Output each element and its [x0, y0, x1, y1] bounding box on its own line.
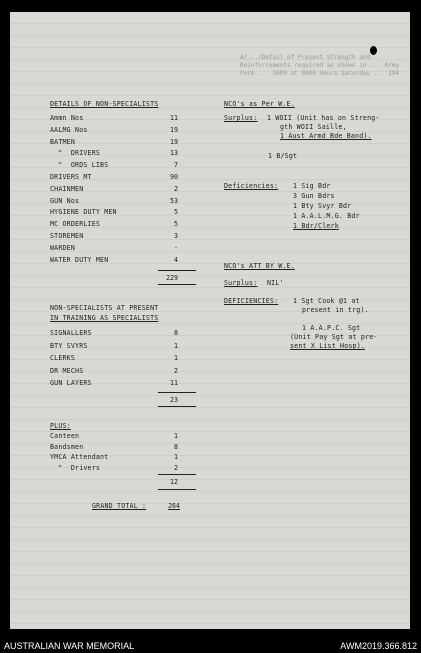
surplus-line-1: 1 WOII (Unit has on Streng- — [267, 114, 380, 122]
training-rule-bottom — [158, 406, 196, 407]
plus-title: PLUS: — [50, 422, 71, 430]
surplus-line-3: 1 Aust Armd Bde Band). — [280, 132, 372, 140]
nonspecialist-row-value: 53 — [170, 196, 178, 205]
nonspecialist-row-value: 4 — [174, 255, 178, 264]
training-row-label: DR MECHS — [50, 366, 84, 375]
nonspecialist-row-value: 2 — [174, 184, 178, 193]
nonspecialist-row-label: DRIVERS MT — [50, 173, 92, 181]
surplus-line-2: gth WOII Saille, — [280, 123, 347, 131]
nonspecialist-row-label: " ORDS LIBS — [50, 161, 109, 170]
nonspecialist-row-value: 11 — [170, 114, 178, 122]
plus-row-label: " Drivers — [50, 463, 101, 472]
att-def-label: DEFICIENCIES: — [224, 297, 279, 305]
training-row-value: 11 — [170, 379, 178, 388]
training-title-2: IN TRAINING AS SPECIALISTS — [50, 314, 159, 322]
nonspecialist-row-label: STOREMEN — [50, 232, 84, 240]
nonspecialist-row-value: 5 — [174, 220, 178, 229]
training-title-1: NON-SPECIALISTS AT PRESENT — [50, 304, 159, 312]
att-surplus-value: NIL' — [267, 279, 284, 287]
plus-row-value: 1 — [174, 432, 178, 440]
document-page — [10, 12, 410, 629]
att-def-line-5: sent X List Hosp). — [290, 342, 366, 350]
deficiency-item: 1 Bdr/Clerk — [293, 222, 339, 230]
nonspecialist-row-value: 19 — [170, 137, 178, 146]
nonspecialist-row-label: BATMEN — [50, 137, 76, 146]
att-surplus-label: Surplus: — [224, 279, 258, 287]
plus-total: 12 — [170, 478, 178, 486]
nonspecialist-row-value: 3 — [174, 232, 178, 240]
deficiency-item: 1 A.A.L.M.G. Bdr — [293, 212, 360, 220]
subtotal-value: 229 — [166, 274, 178, 282]
deficiency-item: 3 Gun Bdrs — [293, 192, 335, 200]
nonspecialist-row-value: 7 — [174, 161, 178, 170]
deficiencies-label: Deficiencies: — [224, 182, 279, 190]
surplus-label: Surplus: — [224, 114, 258, 122]
nonspecialist-row-label: HYGIENE DUTY MEN — [50, 208, 117, 217]
subtotal-rule — [158, 270, 196, 271]
nonspecialist-row-value: 19 — [170, 125, 178, 134]
grand-total-label: GRAND TOTAL : — [92, 502, 147, 510]
deficiency-item: 1 Sig Bdr — [293, 182, 331, 190]
training-row-label: CLERKS — [50, 354, 76, 363]
att-title: NCO's ATT BY W.E. — [224, 262, 295, 270]
nonspecialist-row-label: MC ORDERLIES — [50, 220, 101, 229]
right-title: NCO's as Per W.E. — [224, 100, 295, 108]
nonspecialist-row-value: 90 — [170, 173, 178, 181]
nonspecialist-row-label: WATER DUTY MEN — [50, 255, 109, 264]
nonspecialist-row-value: 5 — [174, 208, 178, 217]
grand-total-value: 264 — [168, 502, 180, 510]
left-title: DETAILS OF NON-SPECIALISTS — [50, 100, 159, 108]
punch-hole — [370, 46, 377, 55]
plus-row-value: 1 — [174, 453, 178, 462]
nonspecialist-row-label: CHAINMEN — [50, 184, 84, 193]
header-faint-text: A/.../Detail of Present Strength and Reinforcements required as shown in ... Army Form ... 3000 at 0900 Hours Saturday ... 194 — [240, 54, 399, 77]
plus-row-value: 8 — [174, 442, 178, 451]
training-row-value: 2 — [174, 366, 178, 375]
training-row-value: 1 — [174, 341, 178, 350]
training-row-label: GUN LAYERS — [50, 379, 92, 388]
nonspecialist-row-label: AALMG Nos — [50, 125, 88, 134]
surplus-line-4: 1 B/Sgt — [268, 152, 298, 160]
plus-row-label: Bandsmen — [50, 442, 84, 451]
training-row-value: 8 — [174, 329, 178, 337]
plus-rule-bottom — [158, 489, 196, 490]
footer-right: AWM2019.366.812 — [340, 641, 417, 651]
plus-row-label: YMCA Attendant — [50, 453, 109, 462]
plus-row-value: 2 — [174, 463, 178, 472]
nonspecialist-row-label: WARDEN — [50, 243, 76, 252]
nonspecialist-row-label: " DRIVERS — [50, 149, 101, 158]
nonspecialist-row-label: GUN Nos — [50, 196, 80, 205]
subtotal-rule-bottom — [158, 284, 196, 285]
training-total: 23 — [170, 396, 178, 404]
plus-row-label: Canteen — [50, 432, 80, 440]
nonspecialist-row-value: - — [174, 243, 178, 252]
training-row-label: BTY SVYRS — [50, 341, 88, 350]
att-def-line-4: (Unit Pay Sgt at pre- — [290, 333, 378, 341]
training-rule — [158, 392, 196, 393]
nonspecialist-row-value: 13 — [170, 149, 178, 158]
att-def-line-1: 1 Sgt Cook @1 at — [293, 297, 360, 305]
att-def-line-2: present in trg). — [302, 306, 369, 314]
deficiency-item: 1 Bty Svyr Bdr — [293, 202, 352, 210]
att-def-line-3: 1 A.A.P.C. Sgt — [302, 324, 361, 332]
training-row-label: SIGNALLERS — [50, 329, 92, 337]
training-row-value: 1 — [174, 354, 178, 363]
footer-left: AUSTRALIAN WAR MEMORIAL — [4, 641, 135, 651]
plus-rule — [158, 474, 196, 475]
nonspecialist-row-label: Ammn Nos — [50, 114, 84, 122]
